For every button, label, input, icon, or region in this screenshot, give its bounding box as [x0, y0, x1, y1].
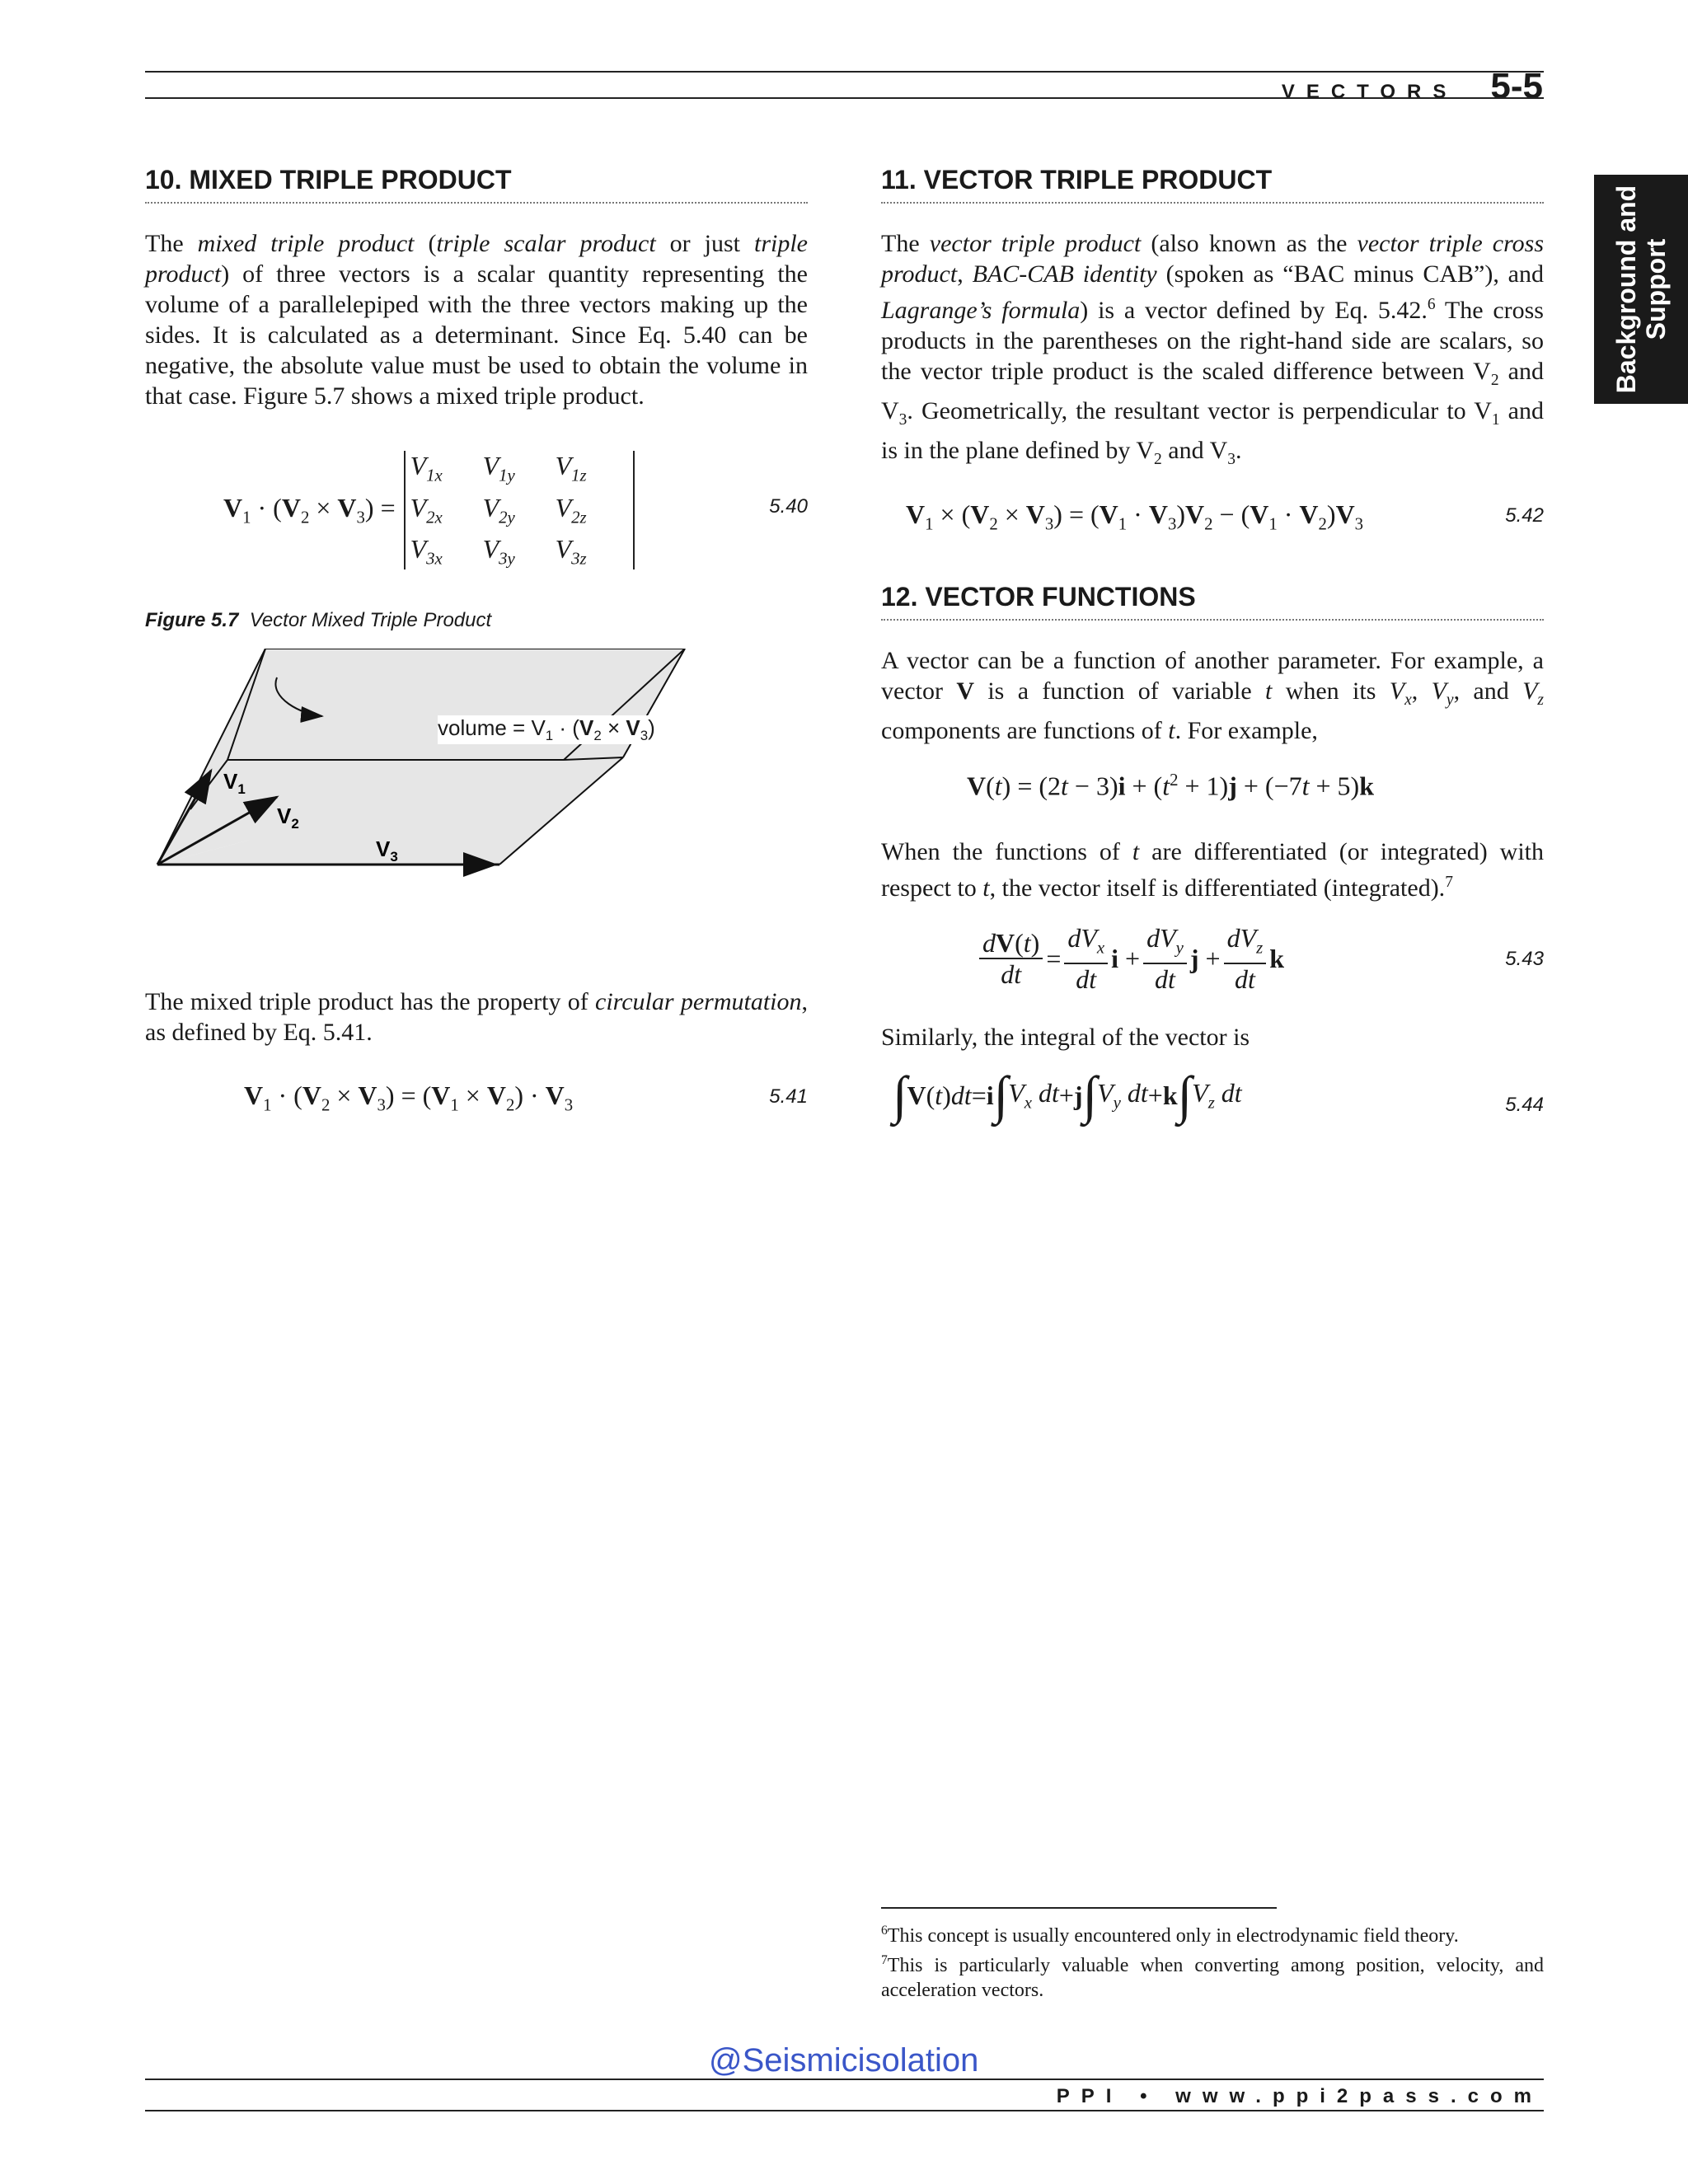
watermark: @Seismicisolation [709, 2042, 979, 2079]
page-number: 5-5 [1490, 66, 1543, 106]
section-tab [1594, 175, 1688, 404]
figure-caption: Figure 5.7 Vector Mixed Triple Product [145, 609, 492, 631]
equation-number: 5.41 [769, 1085, 808, 1108]
footer-bottom-rule [145, 2110, 1544, 2111]
paragraph-vector-functions: A vector can be a function of another parameter. For example, a vector V is a function of variable t when its $V_x$, $V_y$, and $V_z$ components are functions of t. For example, [881, 647, 1545, 744]
paragraph-differentiation: When the functions of t are differentiated (or integrated) with respect to t, the vector itself is differentiated (integrated).$^7$ [881, 838, 1545, 902]
paragraph-vector-triple-intro: The vector triple product (also known as the vector triple cross product, BAC-CAB identity (spoken as “BAC minus CAB”), and Lagrange’s formula) is a vector defined by Eq. 5.42.$^6$ The cross products in the parentheses on the right-hand side are scalars, so the vector triple product is the scaled difference between $V_2$ and $V_3$. Geometrically, the resultant vector is perpendicular to $V_1$ and is in the plane defined by $V_2$ and $V_3$. [881, 230, 1544, 468]
parallelepiped-figure [145, 649, 808, 912]
volume-label: volume = $V_1 \cdot (V_2 \times V_3)$ [438, 715, 655, 744]
equation-5-43: $\frac{dV(t)}{dt}$ = $\frac{dV_x}{dt}$ i + $\frac{dV_y}{dt}$ j + $\frac{dV_z}{dt}$ k 5.43 [881, 923, 1544, 997]
section-tab-label: Background and Support [1611, 185, 1671, 394]
paragraph-circular-permutation: The mixed triple product has the property of circular permutation, as defined by Eq. 5.41. [145, 988, 809, 1046]
footer-top-rule [145, 2079, 1544, 2080]
left-column [145, 165, 808, 1122]
section-11-heading: 11. VECTOR TRIPLE PRODUCT [881, 165, 1544, 204]
section-10-heading: 10. MIXED TRIPLE PRODUCT [145, 165, 808, 204]
header-title: VECTORS [1281, 81, 1458, 103]
header-bottom-rule [145, 97, 1544, 99]
right-column [881, 165, 1544, 1143]
equation-number: 5.40 [769, 495, 808, 518]
footnotes [881, 1907, 1544, 2003]
equation-vector-function-example: $V(t) = (2t - 3)i + (t^2 + 1)j + (-7t + 5)k$ [967, 771, 1374, 801]
footnote-6: $^6$This concept is usually encountered only in electrodynamic field theory. [881, 1924, 1459, 1947]
paragraph-mixed-triple-intro: The mixed triple product (triple scalar product or just triple product) of three vectors is a scalar quantity representing the volume of a parallelepiped with the three vectors making up the sides. It is calculated as a determinant. Since Eq. 5.40 can be negative, the absolute value must be used to obtain the volume in that case. Figure 5.7 shows a mixed triple product. [145, 230, 808, 410]
equation-number: 5.42 [1505, 504, 1544, 527]
footnote-rule [881, 1907, 1277, 1909]
v1-label: $V_1$ [223, 769, 246, 797]
v3-label: $V_3$ [376, 837, 398, 865]
equation-5-40: $V_1 \cdot (V_2 \times V_3)$ = $V_{1x}$ $V_{1y}$ $V_{1z}$ $V_{2x}$ $V_{2y}$ $V_{2z}$ $V_{3x}$ $V_{3y}$ $V_{3z}$ 5.40 [223, 451, 808, 569]
paragraph-integral-intro: Similarly, the integral of the vector is [881, 1024, 1250, 1051]
equation-number: 5.44 [1505, 1094, 1544, 1116]
equation-5-41: $V_1 \cdot (V_2 \times V_3) = (V_1 \times V_2) \cdot V_3$ 5.41 [244, 1080, 808, 1115]
section-12-heading: 12. VECTOR FUNCTIONS [881, 582, 1544, 621]
equation-number: 5.43 [1505, 948, 1544, 970]
running-header [1282, 66, 1543, 107]
equation-5-42: $V_1 \times (V_2 \times V_3) = (V_1 \cdot V_3)V_2 - (V_1 \cdot V_2)V_3$ 5.42 [906, 499, 1544, 534]
footer-text: PPI • www.ppi2pass.com [1056, 2085, 1543, 2107]
v2-label: $V_2$ [277, 804, 299, 832]
footnote-7: $^7$This is particularly valuable when converting among position, velocity, and acceleration vectors. [881, 1953, 1544, 2001]
equation-5-44: ∫ V ( t ) dt = i ∫ $V_x$ dt + j ∫ $V_y$ dt + k ∫ $V_z$ dt 5.44 [893, 1066, 1544, 1124]
